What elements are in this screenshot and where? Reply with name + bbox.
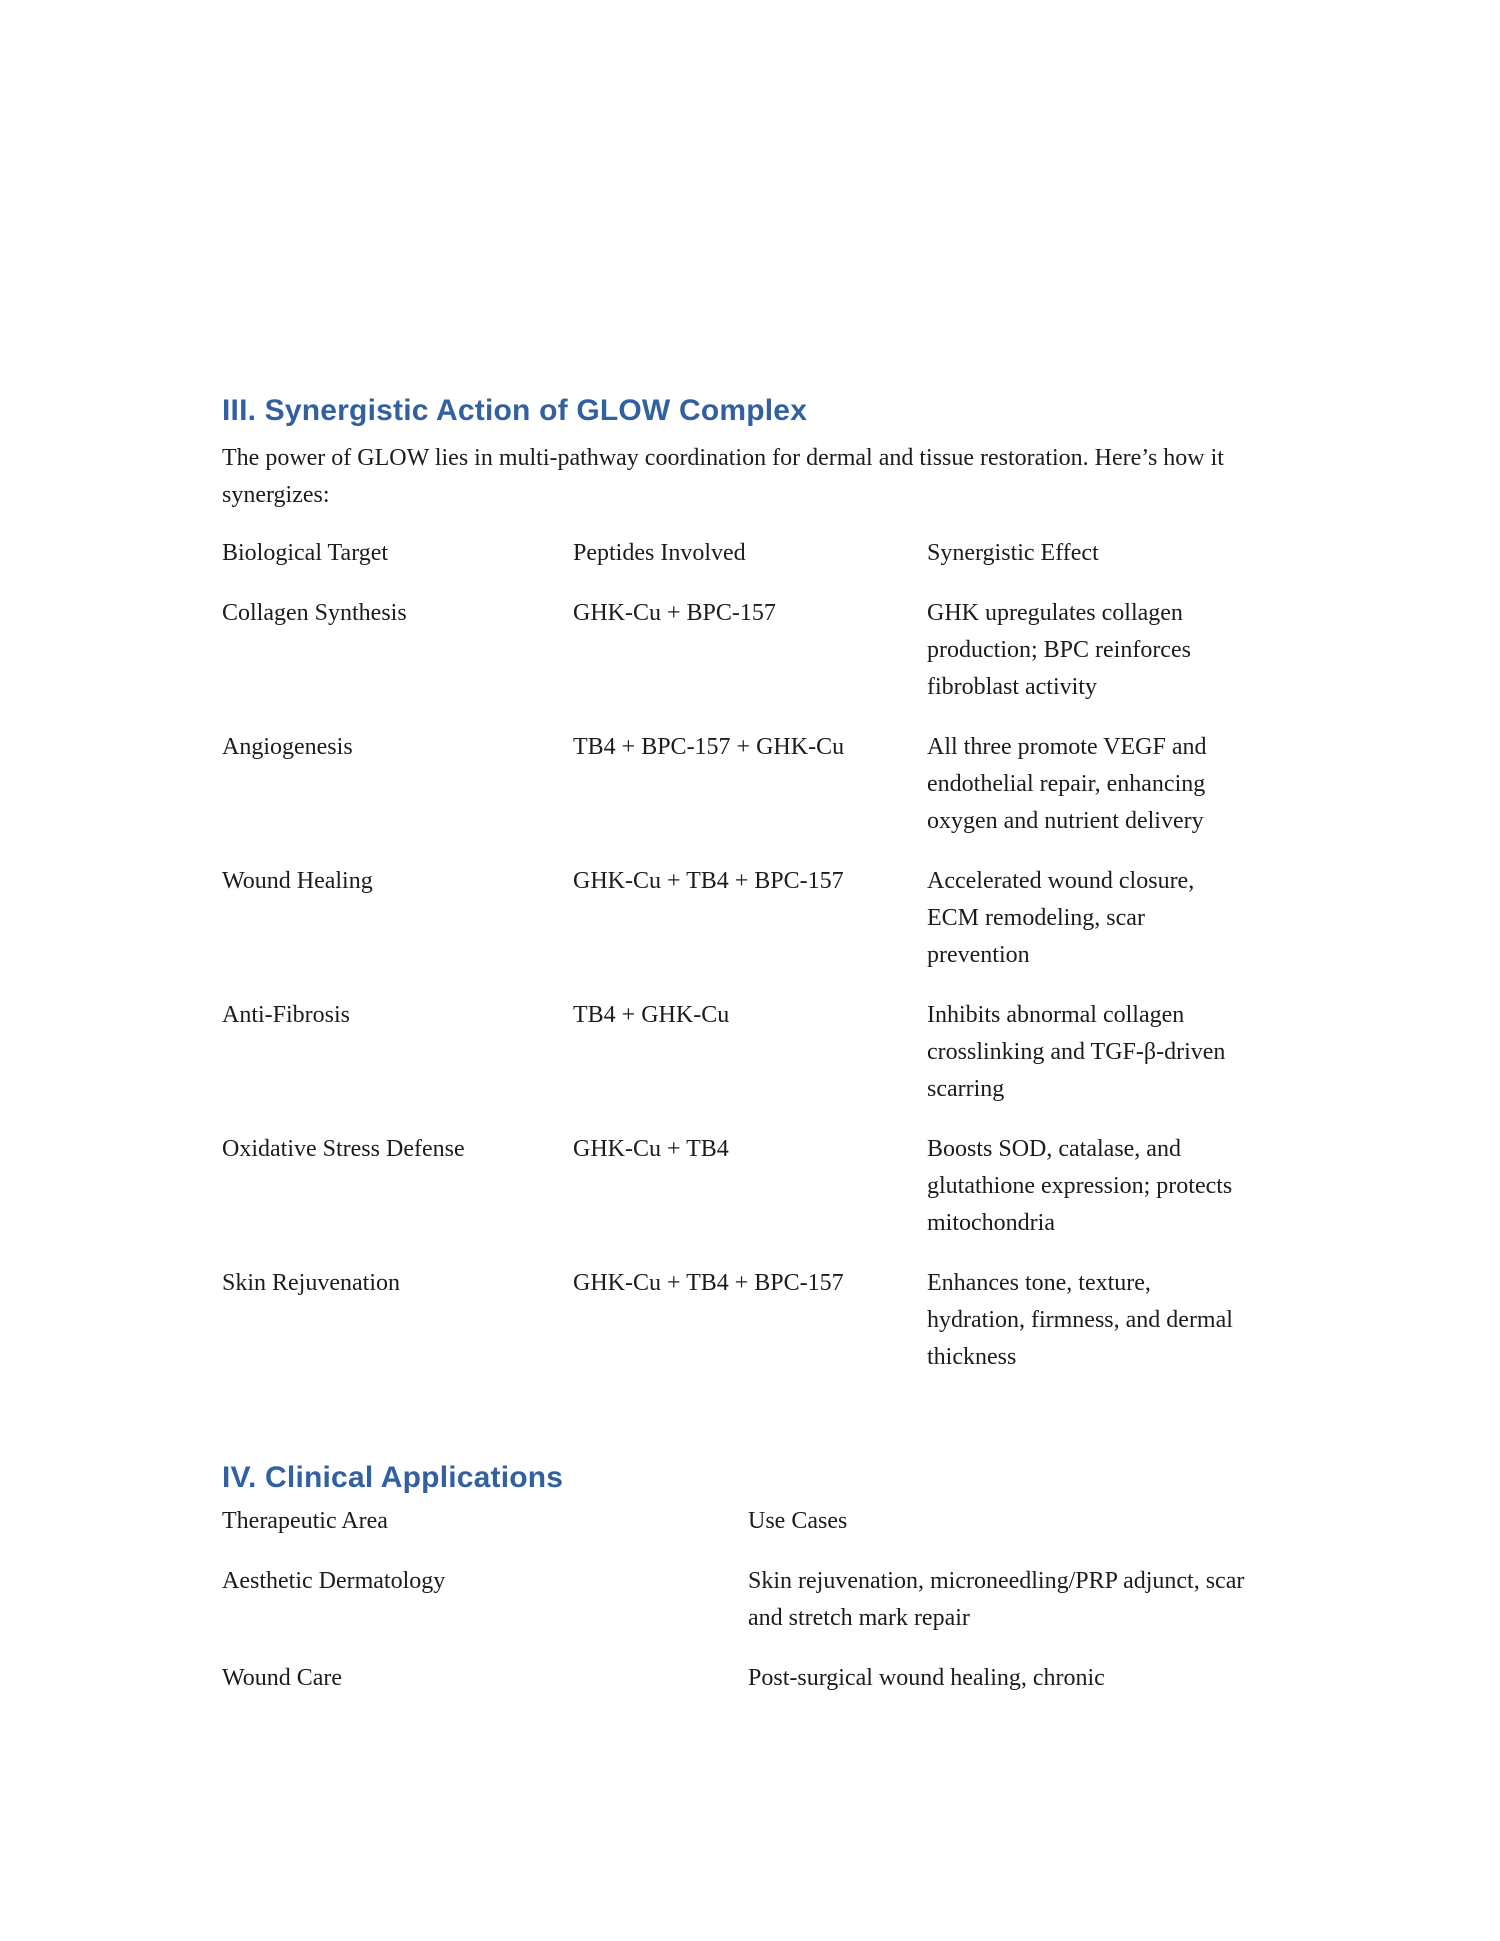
table-cell-peptides: GHK-Cu + TB4 + BPC-157 bbox=[573, 868, 844, 894]
table-cell-effect: Accelerated wound closure, ECM remodeling, scar prevention bbox=[927, 868, 1195, 968]
clinical-table-header-use-cases: Use Cases bbox=[748, 1508, 848, 1534]
synergy-table-header-target: Biological Target bbox=[222, 540, 389, 566]
table-cell-effect: GHK upregulates collagen production; BPC reinforces fibroblast activity bbox=[927, 600, 1191, 700]
clinical-table bbox=[222, 1503, 1284, 1720]
clinical-table-header-area: Therapeutic Area bbox=[222, 1508, 388, 1534]
table-cell-target: Wound Healing bbox=[222, 868, 373, 894]
table-cell-peptides: TB4 + BPC-157 + GHK-Cu bbox=[573, 734, 845, 760]
section-heading-iv: IV. Clinical Applications bbox=[222, 1461, 564, 1494]
table-cell-area: Wound Care bbox=[222, 1665, 343, 1691]
table-cell-target: Oxidative Stress Defense bbox=[222, 1136, 465, 1162]
table-cell-target: Collagen Synthesis bbox=[222, 600, 407, 626]
section-heading-iii: III. Synergistic Action of GLOW Complex bbox=[222, 394, 808, 427]
table-cell-peptides: GHK-Cu + TB4 + BPC-157 bbox=[573, 1270, 844, 1296]
table-cell-use-cases: Skin rejuvenation, microneedling/PRP adjunct, scar and stretch mark repair bbox=[748, 1568, 1245, 1631]
table-cell-effect: Boosts SOD, catalase, and glutathione expression; protects mitochondria bbox=[927, 1136, 1233, 1236]
table-cell-area: Aesthetic Dermatology bbox=[222, 1568, 446, 1594]
table-cell-peptides: GHK-Cu + TB4 bbox=[573, 1136, 729, 1162]
table-cell-target: Angiogenesis bbox=[222, 734, 353, 760]
table-cell-effect: Inhibits abnormal collagen crosslinking and TGF-β-driven scarring bbox=[927, 1002, 1226, 1102]
table-cell-effect: All three promote VEGF and endothelial repair, enhancing oxygen and nutrient delivery bbox=[927, 734, 1207, 834]
synergy-table bbox=[222, 535, 1284, 1399]
section-iii-intro-paragraph: The power of GLOW lies in multi-pathway coordination for dermal and tissue restoration. Here’s how it synergizes: bbox=[222, 445, 1224, 508]
table-cell-target: Skin Rejuvenation bbox=[222, 1270, 400, 1296]
table-cell-effect: Enhances tone, texture, hydration, firmness, and dermal thickness bbox=[927, 1270, 1233, 1370]
table-cell-peptides: GHK-Cu + BPC-157 bbox=[573, 600, 776, 626]
page-content bbox=[222, 0, 1284, 1720]
synergy-table-header-effect: Synergistic Effect bbox=[927, 540, 1099, 566]
synergy-table-header-peptides: Peptides Involved bbox=[573, 540, 746, 566]
table-cell-use-cases: Post-surgical wound healing, chronic bbox=[748, 1665, 1105, 1691]
table-cell-target: Anti-Fibrosis bbox=[222, 1002, 351, 1028]
table-cell-peptides: TB4 + GHK-Cu bbox=[573, 1002, 730, 1028]
